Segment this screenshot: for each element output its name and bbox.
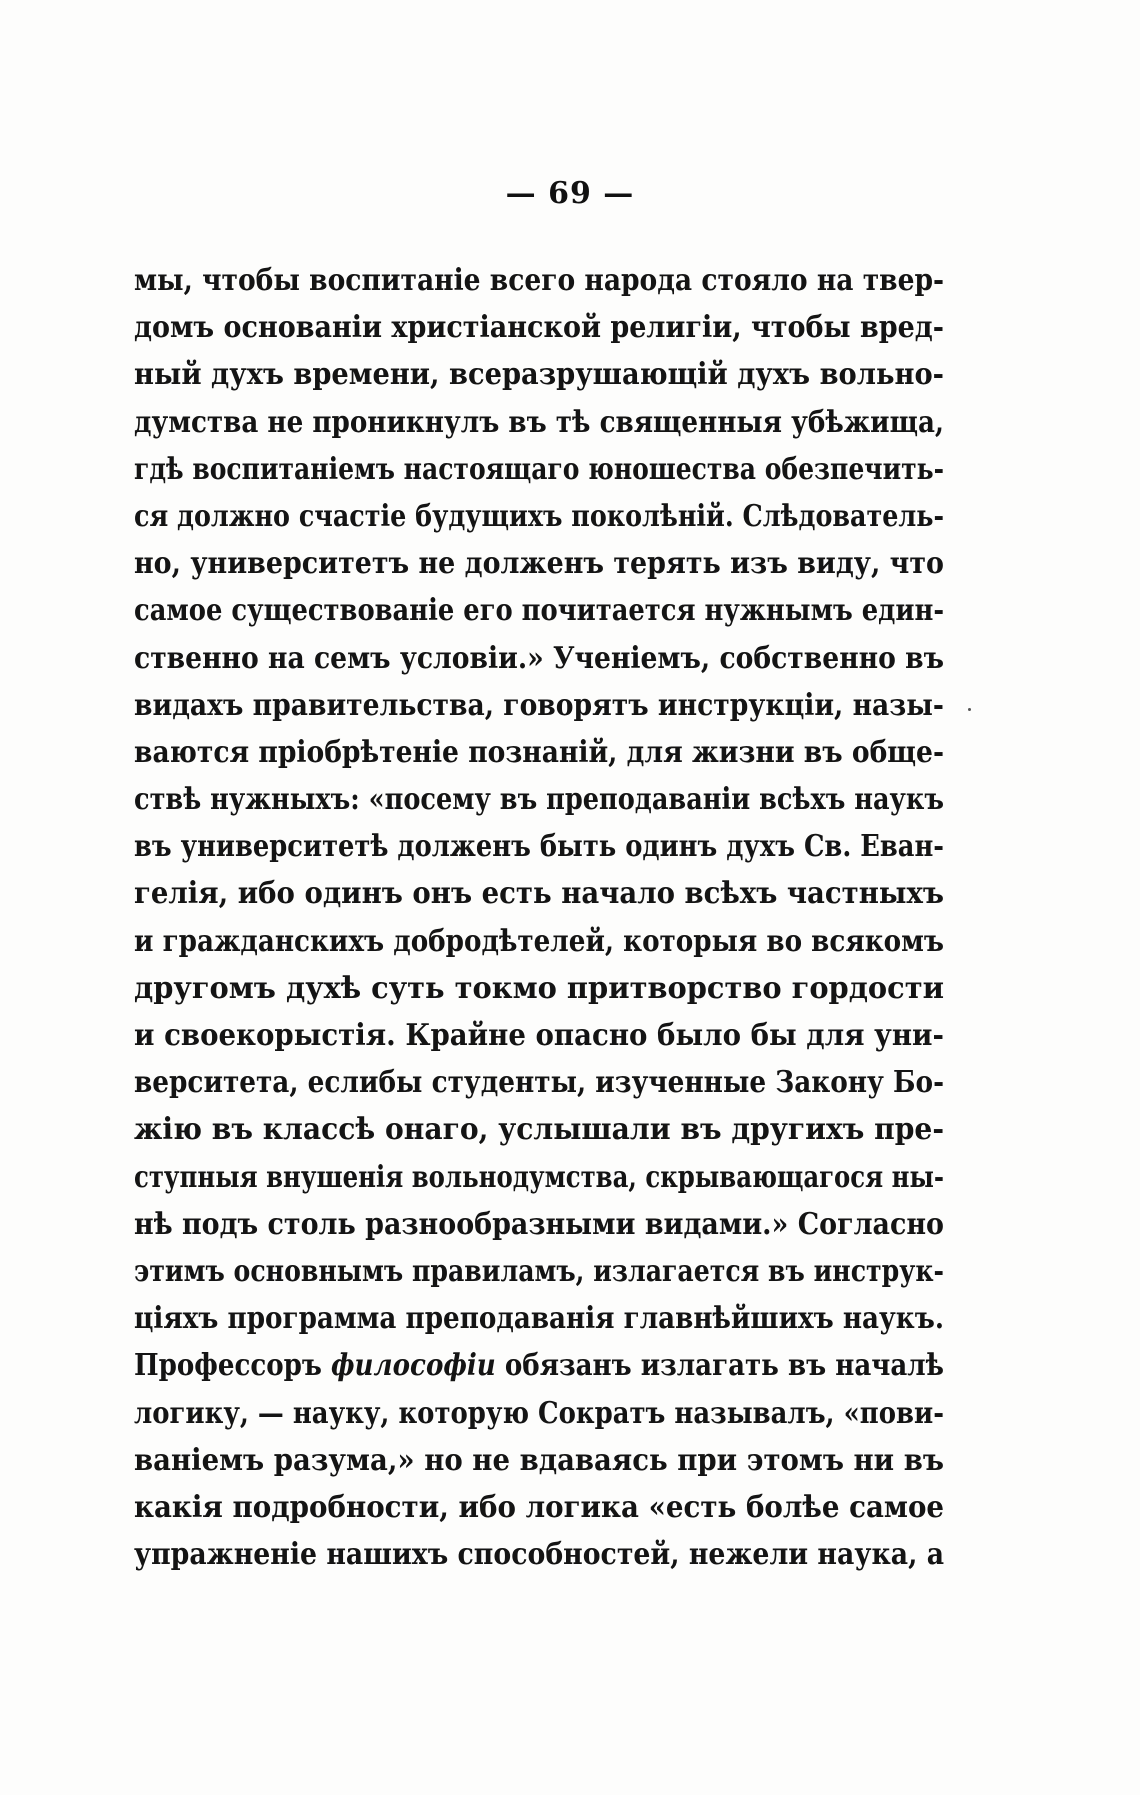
- body-text: [134, 256, 944, 1577]
- text-line: самое существованiе его почитается нужнымъ един-: [134, 592, 945, 628]
- text-line: логику, — науку, которую Сократъ называлъ, «пови-: [134, 1394, 944, 1430]
- text-segment: обязанъ излагать въ началѣ: [495, 1347, 945, 1383]
- text-line: упражненiе нашихъ способностей, нежели наука, а: [134, 1536, 945, 1572]
- text-line: нѣ подъ столь разнообразными видами.» Согласно: [134, 1205, 944, 1241]
- text-segment: Профессоръ: [134, 1347, 332, 1383]
- text-line-with-italic: [134, 1341, 945, 1388]
- paper-speck: [968, 708, 971, 711]
- text-line: мы, чтобы воспитанiе всего народа стояло на твер-: [134, 262, 945, 297]
- text-line: гдѣ воспитанiемъ настоящаго юношества обезпечить-: [134, 450, 945, 486]
- text-line: въ университетѣ долженъ быть одинъ духъ Св. Еван-: [134, 828, 944, 864]
- text-line: видахъ правительства, говорятъ инструкцiи, назы-: [134, 686, 944, 722]
- text-line: ственно на семъ условiи.» Ученiемъ, собственно въ: [134, 639, 944, 675]
- text-line: но, университетъ не долженъ терять изъ виду, что: [134, 545, 944, 581]
- text-line: домъ основанiи христiанской религiи, чтобы вред-: [134, 309, 944, 345]
- text-line: и своекорыстiя. Крайне опасно было бы для уни-: [134, 1017, 944, 1052]
- page-number: — 69 —: [505, 176, 635, 211]
- text-line: думства не проникнулъ въ тѣ священныя убѣжища,: [134, 403, 945, 439]
- text-line: ступныя внушенiя вольнодумства, скрывающагося ны-: [134, 1158, 945, 1194]
- italic-term: философiи: [331, 1347, 496, 1383]
- text-line: какiя подробности, ибо логика «есть болѣе самое: [134, 1488, 945, 1524]
- text-line: ванiемъ разума,» но не вдаваясь при этомъ ни въ: [134, 1441, 944, 1477]
- text-line: жiю въ классѣ онаго, услышали въ другихъ пре-: [134, 1111, 945, 1147]
- text-line: цiяхъ программа преподаванiя главнѣйшихъ наукъ.: [134, 1300, 944, 1336]
- text-line: верситета, еслибы студенты, изученные Закону Бо-: [134, 1064, 945, 1100]
- text-line: другомъ духѣ суть токмо притворство гордости: [134, 969, 945, 1005]
- text-line: ваются прiобрѣтенiе познанiй, для жизни въ обще-: [134, 733, 944, 769]
- text-line: этимъ основнымъ правиламъ, излагается въ инструк-: [134, 1252, 944, 1288]
- text-line: гелiя, ибо одинъ онъ есть начало всѣхъ частныхъ: [134, 875, 944, 911]
- text-line: ствѣ нужныхъ: «посему въ преподаванiи всѣхъ наукъ: [134, 781, 945, 817]
- text-line: ся должно счастiе будущихъ поколѣнiй. Слѣдователь-: [134, 497, 945, 533]
- text-line: и гражданскихъ добродѣтелей, которыя во всякомъ: [134, 922, 945, 958]
- text-line: ный духъ времени, всеразрушающiй духъ вольно-: [134, 356, 944, 392]
